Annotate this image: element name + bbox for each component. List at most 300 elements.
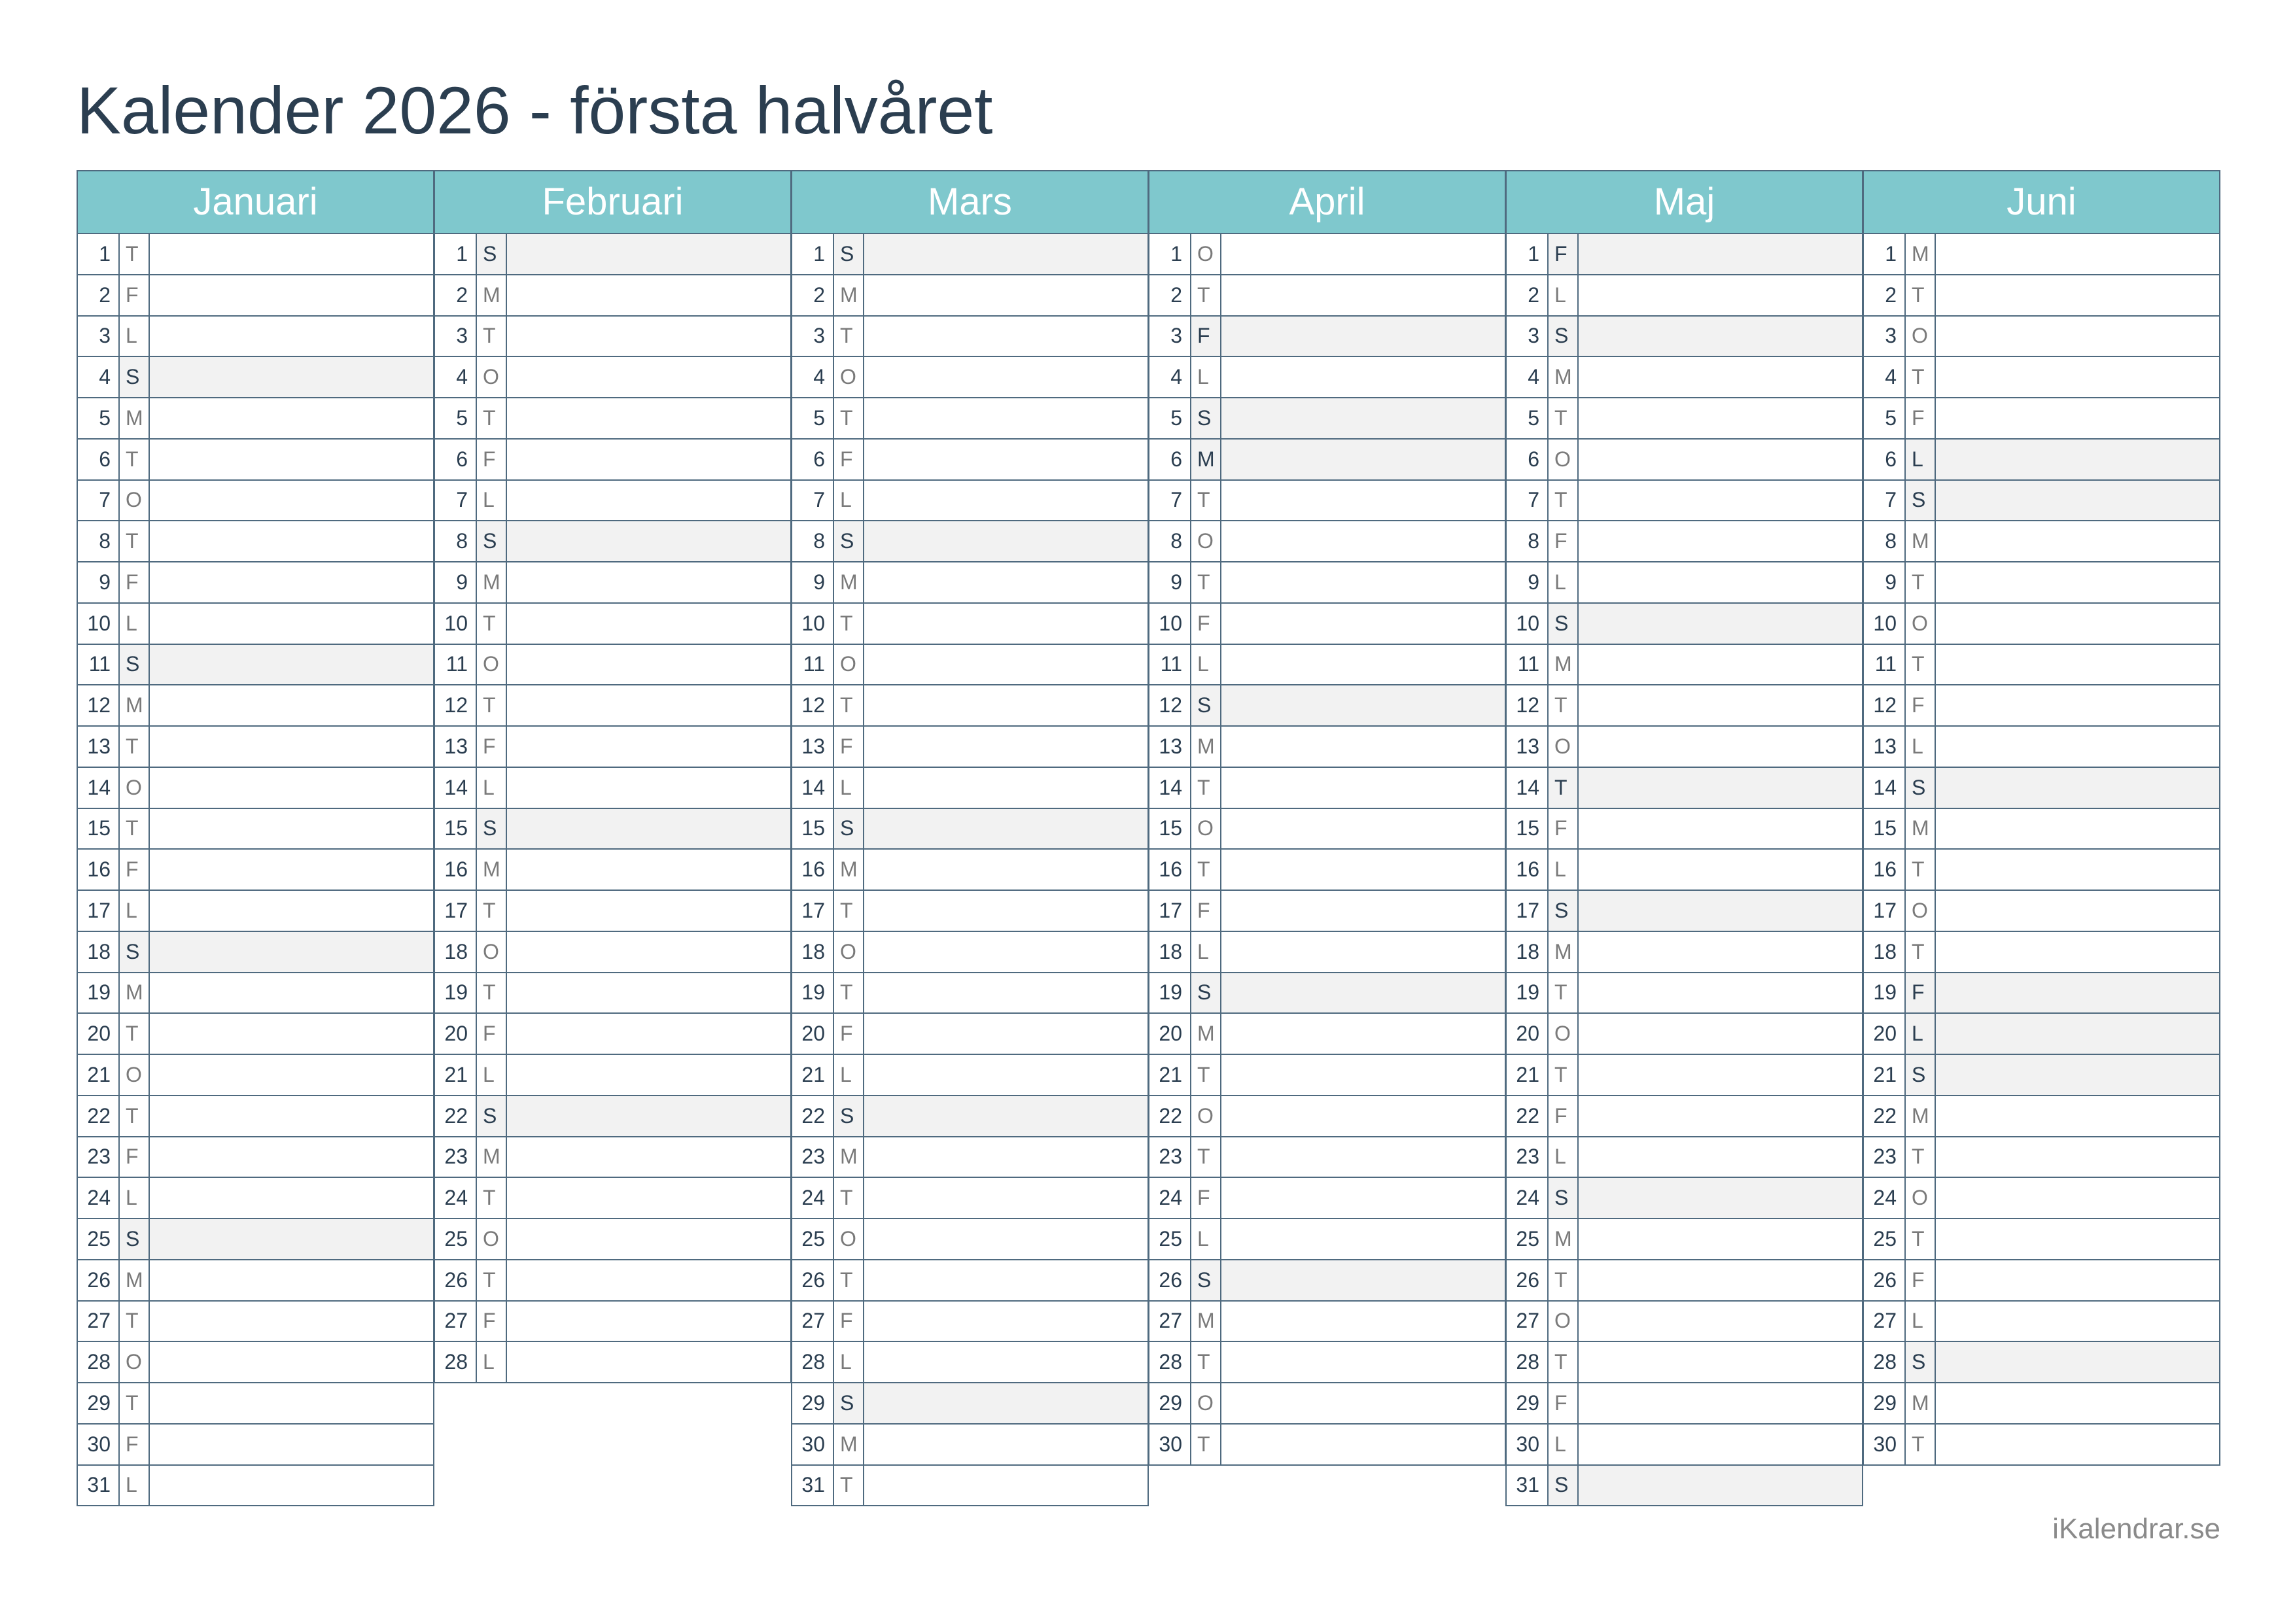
note-cell[interactable] — [1221, 1302, 1505, 1341]
weekday-letter: T — [1191, 768, 1221, 808]
note-cell[interactable] — [150, 275, 433, 315]
day-row — [77, 1096, 434, 1137]
day-number: 21 — [78, 1055, 120, 1095]
day-row — [791, 850, 1149, 891]
note-cell[interactable] — [1936, 1178, 2219, 1218]
note-cell[interactable] — [1936, 685, 2219, 725]
note-cell[interactable] — [1221, 440, 1505, 479]
note-cell[interactable] — [864, 973, 1148, 1013]
note-cell[interactable] — [864, 398, 1148, 438]
note-cell[interactable] — [150, 234, 433, 274]
note-cell[interactable] — [150, 1425, 433, 1464]
note-cell[interactable] — [150, 1014, 433, 1054]
note-cell[interactable] — [1221, 521, 1505, 561]
note-cell[interactable] — [507, 481, 790, 521]
day-number: 14 — [1507, 768, 1549, 808]
note-cell[interactable] — [507, 727, 790, 767]
note-cell[interactable] — [1221, 1096, 1505, 1136]
note-cell[interactable] — [1936, 357, 2219, 397]
day-number: 9 — [792, 562, 834, 602]
day-number: 22 — [1864, 1096, 1906, 1136]
note-cell[interactable] — [864, 1014, 1148, 1054]
note-cell[interactable] — [150, 1096, 433, 1136]
note-cell[interactable] — [150, 685, 433, 725]
note-cell[interactable] — [507, 521, 790, 561]
note-cell[interactable] — [150, 1137, 433, 1177]
note-cell[interactable] — [864, 481, 1148, 521]
day-row — [1148, 1178, 1506, 1219]
day-number: 15 — [435, 809, 477, 849]
day-row — [434, 1137, 792, 1179]
note-cell[interactable] — [1936, 562, 2219, 602]
day-number: 2 — [1149, 275, 1191, 315]
note-cell[interactable] — [1221, 1137, 1505, 1177]
note-cell[interactable] — [1936, 1260, 2219, 1300]
note-cell[interactable] — [1936, 1055, 2219, 1095]
day-number: 11 — [1507, 645, 1549, 685]
weekday-letter: L — [477, 1055, 507, 1095]
note-cell[interactable] — [1579, 850, 1862, 890]
note-cell[interactable] — [1221, 891, 1505, 931]
day-row — [77, 398, 434, 440]
note-cell[interactable] — [1579, 1466, 1862, 1506]
note-cell[interactable] — [1221, 1425, 1505, 1464]
note-cell[interactable] — [150, 768, 433, 808]
note-cell[interactable] — [150, 973, 433, 1013]
note-cell[interactable] — [150, 357, 433, 397]
note-cell[interactable] — [864, 1219, 1148, 1259]
weekday-letter: O — [1191, 234, 1221, 274]
note-cell[interactable] — [1579, 1260, 1862, 1300]
note-cell[interactable] — [1936, 521, 2219, 561]
note-cell[interactable] — [1936, 891, 2219, 931]
day-row — [1505, 1014, 1863, 1055]
day-row — [77, 1219, 434, 1260]
note-cell[interactable] — [1579, 1342, 1862, 1382]
day-number: 13 — [1149, 727, 1191, 767]
note-cell[interactable] — [1936, 850, 2219, 890]
day-row — [1863, 275, 2220, 317]
note-cell[interactable] — [1936, 973, 2219, 1013]
note-cell[interactable] — [507, 1055, 790, 1095]
day-number: 26 — [792, 1260, 834, 1300]
day-row — [1863, 317, 2220, 358]
note-cell[interactable] — [1221, 645, 1505, 685]
day-number: 6 — [1507, 440, 1549, 479]
day-row — [1148, 645, 1506, 686]
note-cell[interactable] — [150, 1219, 433, 1259]
note-cell[interactable] — [1579, 398, 1862, 438]
note-cell[interactable] — [507, 1219, 790, 1259]
day-number: 18 — [78, 932, 120, 972]
day-row — [434, 521, 792, 562]
note-cell[interactable] — [507, 809, 790, 849]
day-row — [77, 1466, 434, 1507]
note-cell[interactable] — [1579, 768, 1862, 808]
note-cell[interactable] — [1936, 809, 2219, 849]
day-row — [77, 973, 434, 1014]
day-number: 27 — [78, 1302, 120, 1341]
day-row — [791, 1466, 1149, 1507]
day-number: 3 — [78, 317, 120, 356]
note-cell[interactable] — [1221, 398, 1505, 438]
weekday-letter: O — [834, 1219, 864, 1259]
note-cell[interactable] — [507, 1137, 790, 1177]
day-number: 2 — [78, 275, 120, 315]
note-cell[interactable] — [1936, 275, 2219, 315]
note-cell[interactable] — [150, 398, 433, 438]
note-cell[interactable] — [150, 1466, 433, 1506]
weekday-letter: T — [1549, 685, 1579, 725]
note-cell[interactable] — [1579, 562, 1862, 602]
note-cell[interactable] — [150, 562, 433, 602]
note-cell[interactable] — [1579, 1014, 1862, 1054]
note-cell[interactable] — [1579, 932, 1862, 972]
note-cell[interactable] — [864, 357, 1148, 397]
note-cell[interactable] — [150, 1178, 433, 1218]
day-row — [1505, 357, 1863, 398]
day-number: 20 — [78, 1014, 120, 1054]
day-row — [1148, 1137, 1506, 1179]
note-cell[interactable] — [1579, 521, 1862, 561]
note-cell[interactable] — [1936, 1096, 2219, 1136]
note-cell[interactable] — [1221, 604, 1505, 644]
note-cell[interactable] — [507, 275, 790, 315]
note-cell[interactable] — [150, 604, 433, 644]
note-cell[interactable] — [507, 1260, 790, 1300]
weekday-letter: T — [1549, 973, 1579, 1013]
day-row — [1148, 1383, 1506, 1425]
day-row — [1863, 1178, 2220, 1219]
note-cell[interactable] — [1579, 234, 1862, 274]
note-cell[interactable] — [1936, 1137, 2219, 1177]
day-row — [1505, 809, 1863, 850]
note-cell[interactable] — [864, 768, 1148, 808]
note-cell[interactable] — [507, 891, 790, 931]
note-cell[interactable] — [864, 1342, 1148, 1382]
day-number: 22 — [435, 1096, 477, 1136]
note-cell[interactable] — [1579, 891, 1862, 931]
note-cell[interactable] — [1579, 973, 1862, 1013]
note-cell[interactable] — [864, 317, 1148, 356]
weekday-letter: T — [1906, 1425, 1936, 1464]
note-cell[interactable] — [507, 1302, 790, 1341]
note-cell[interactable] — [1579, 1137, 1862, 1177]
day-row — [1148, 727, 1506, 768]
note-cell[interactable] — [1579, 1302, 1862, 1341]
day-row — [434, 440, 792, 481]
day-number: 25 — [1149, 1219, 1191, 1259]
note-cell[interactable] — [864, 1302, 1148, 1341]
note-cell[interactable] — [507, 440, 790, 479]
note-cell[interactable] — [1579, 1425, 1862, 1464]
day-number: 2 — [1507, 275, 1549, 315]
note-cell[interactable] — [1579, 440, 1862, 479]
note-cell[interactable] — [1936, 932, 2219, 972]
note-cell[interactable] — [864, 727, 1148, 767]
note-cell[interactable] — [1579, 1096, 1862, 1136]
note-cell[interactable] — [1579, 317, 1862, 356]
note-cell[interactable] — [507, 1178, 790, 1218]
day-number: 24 — [1864, 1178, 1906, 1218]
weekday-letter: L — [1549, 275, 1579, 315]
day-row — [434, 645, 792, 686]
note-cell[interactable] — [150, 1260, 433, 1300]
note-cell[interactable] — [1936, 1219, 2219, 1259]
day-row — [1148, 768, 1506, 809]
day-row — [1505, 1137, 1863, 1179]
day-row — [1863, 440, 2220, 481]
day-number: 28 — [1507, 1342, 1549, 1382]
month-column — [792, 170, 1149, 1506]
note-cell[interactable] — [1221, 1219, 1505, 1259]
note-cell[interactable] — [864, 1383, 1148, 1423]
day-number: 16 — [1864, 850, 1906, 890]
day-number: 5 — [792, 398, 834, 438]
note-cell[interactable] — [1936, 645, 2219, 685]
note-cell[interactable] — [150, 521, 433, 561]
note-cell[interactable] — [150, 727, 433, 767]
note-cell[interactable] — [1936, 1342, 2219, 1382]
day-number: 7 — [792, 481, 834, 521]
note-cell[interactable] — [1221, 1260, 1505, 1300]
note-cell[interactable] — [507, 1342, 790, 1382]
day-row — [1505, 440, 1863, 481]
note-cell[interactable] — [864, 275, 1148, 315]
note-cell[interactable] — [1936, 234, 2219, 274]
note-cell[interactable] — [1579, 481, 1862, 521]
month-name: Mars — [928, 181, 1012, 223]
weekday-letter: L — [1549, 562, 1579, 602]
note-cell[interactable] — [507, 768, 790, 808]
note-cell[interactable] — [150, 850, 433, 890]
day-row — [1505, 1219, 1863, 1260]
month-column — [434, 170, 792, 1506]
note-cell[interactable] — [1579, 1219, 1862, 1259]
note-cell[interactable] — [1221, 1055, 1505, 1095]
note-cell[interactable] — [864, 234, 1148, 274]
day-row — [1863, 398, 2220, 440]
note-cell[interactable] — [864, 1466, 1148, 1506]
note-cell[interactable] — [1221, 481, 1505, 521]
weekday-letter: M — [1906, 1096, 1936, 1136]
note-cell[interactable] — [1221, 932, 1505, 972]
weekday-letter: T — [834, 891, 864, 931]
weekday-letter: S — [1906, 1055, 1936, 1095]
note-cell[interactable] — [864, 604, 1148, 644]
note-cell[interactable] — [864, 891, 1148, 931]
day-row — [1148, 685, 1506, 727]
note-cell[interactable] — [507, 645, 790, 685]
month-name: Februari — [542, 181, 684, 223]
day-row — [791, 1178, 1149, 1219]
day-row — [77, 1178, 434, 1219]
note-cell[interactable] — [1936, 768, 2219, 808]
note-cell[interactable] — [1221, 1342, 1505, 1382]
day-number: 6 — [792, 440, 834, 479]
note-cell[interactable] — [150, 1342, 433, 1382]
note-cell[interactable] — [507, 1014, 790, 1054]
day-number: 9 — [1507, 562, 1549, 602]
note-cell[interactable] — [1936, 1014, 2219, 1054]
day-row — [1863, 1014, 2220, 1055]
note-cell[interactable] — [1579, 1383, 1862, 1423]
note-cell[interactable] — [1221, 768, 1505, 808]
day-number: 24 — [1507, 1178, 1549, 1218]
note-cell[interactable] — [507, 850, 790, 890]
day-number: 29 — [1149, 1383, 1191, 1423]
note-cell[interactable] — [1221, 317, 1505, 356]
note-cell[interactable] — [150, 1302, 433, 1341]
day-row — [1505, 891, 1863, 932]
day-number: 30 — [78, 1425, 120, 1464]
note-cell[interactable] — [150, 645, 433, 685]
day-row — [791, 809, 1149, 850]
day-number: 10 — [1507, 604, 1549, 644]
note-cell[interactable] — [1221, 1014, 1505, 1054]
note-cell[interactable] — [864, 850, 1148, 890]
note-cell[interactable] — [864, 1178, 1148, 1218]
note-cell[interactable] — [1221, 727, 1505, 767]
day-row — [791, 317, 1149, 358]
note-cell[interactable] — [1936, 1425, 2219, 1464]
note-cell[interactable] — [1936, 1302, 2219, 1341]
day-row — [77, 481, 434, 522]
note-cell[interactable] — [507, 604, 790, 644]
weekday-letter: T — [1906, 562, 1936, 602]
note-cell[interactable] — [507, 317, 790, 356]
day-row — [77, 850, 434, 891]
weekday-letter: F — [120, 275, 150, 315]
weekday-letter: L — [477, 1342, 507, 1382]
day-number: 7 — [78, 481, 120, 521]
note-cell[interactable] — [1579, 685, 1862, 725]
note-cell[interactable] — [507, 357, 790, 397]
note-cell[interactable] — [507, 234, 790, 274]
note-cell[interactable] — [864, 645, 1148, 685]
weekday-letter: F — [1906, 398, 1936, 438]
note-cell[interactable] — [1579, 1178, 1862, 1218]
note-cell[interactable] — [507, 973, 790, 1013]
note-cell[interactable] — [1579, 275, 1862, 315]
note-cell[interactable] — [864, 685, 1148, 725]
note-cell[interactable] — [1221, 809, 1505, 849]
note-cell[interactable] — [864, 1096, 1148, 1136]
note-cell[interactable] — [1579, 357, 1862, 397]
weekday-letter: O — [477, 357, 507, 397]
day-number: 19 — [435, 973, 477, 1013]
day-row — [434, 1014, 792, 1055]
note-cell[interactable] — [507, 1096, 790, 1136]
note-cell[interactable] — [1579, 604, 1862, 644]
note-cell[interactable] — [1936, 604, 2219, 644]
note-cell[interactable] — [1221, 275, 1505, 315]
note-cell[interactable] — [864, 1425, 1148, 1464]
day-row — [77, 1055, 434, 1096]
weekday-letter: O — [834, 645, 864, 685]
note-cell[interactable] — [150, 440, 433, 479]
note-cell[interactable] — [150, 317, 433, 356]
note-cell[interactable] — [1221, 1383, 1505, 1423]
note-cell[interactable] — [1221, 1178, 1505, 1218]
weekday-letter: M — [1549, 645, 1579, 685]
day-number: 9 — [1864, 562, 1906, 602]
day-number: 22 — [792, 1096, 834, 1136]
note-cell[interactable] — [1936, 440, 2219, 479]
note-cell[interactable] — [1936, 481, 2219, 521]
note-cell[interactable] — [864, 1055, 1148, 1095]
note-cell[interactable] — [1936, 398, 2219, 438]
note-cell[interactable] — [1221, 685, 1505, 725]
note-cell[interactable] — [1221, 850, 1505, 890]
day-number: 29 — [1507, 1383, 1549, 1423]
weekday-letter: S — [1549, 891, 1579, 931]
note-cell[interactable] — [150, 809, 433, 849]
note-cell[interactable] — [864, 1260, 1148, 1300]
note-cell[interactable] — [507, 562, 790, 602]
day-row — [1863, 1383, 2220, 1425]
weekday-letter: T — [1906, 932, 1936, 972]
note-cell[interactable] — [1936, 1383, 2219, 1423]
note-cell[interactable] — [1579, 727, 1862, 767]
note-cell[interactable] — [864, 440, 1148, 479]
note-cell[interactable] — [1936, 727, 2219, 767]
day-number: 3 — [792, 317, 834, 356]
day-row — [434, 317, 792, 358]
day-row — [791, 891, 1149, 932]
note-cell[interactable] — [507, 685, 790, 725]
note-cell[interactable] — [150, 1383, 433, 1423]
note-cell[interactable] — [150, 932, 433, 972]
day-row — [434, 685, 792, 727]
day-number: 1 — [1507, 234, 1549, 274]
note-cell[interactable] — [1579, 645, 1862, 685]
day-number: 9 — [1149, 562, 1191, 602]
note-cell[interactable] — [1221, 973, 1505, 1013]
note-cell[interactable] — [864, 932, 1148, 972]
note-cell[interactable] — [1221, 562, 1505, 602]
weekday-letter: T — [1906, 850, 1936, 890]
weekday-letter: L — [120, 1466, 150, 1506]
note-cell[interactable] — [150, 481, 433, 521]
note-cell[interactable] — [864, 521, 1148, 561]
day-number: 15 — [78, 809, 120, 849]
weekday-letter: M — [834, 1425, 864, 1464]
note-cell[interactable] — [1579, 1055, 1862, 1095]
note-cell[interactable] — [507, 398, 790, 438]
day-number: 16 — [78, 850, 120, 890]
note-cell[interactable] — [864, 562, 1148, 602]
day-number: 21 — [792, 1055, 834, 1095]
day-number: 6 — [78, 440, 120, 479]
weekday-letter: F — [477, 1014, 507, 1054]
note-cell[interactable] — [864, 809, 1148, 849]
note-cell[interactable] — [150, 891, 433, 931]
day-row — [77, 1014, 434, 1055]
note-cell[interactable] — [864, 1137, 1148, 1177]
day-number: 21 — [1864, 1055, 1906, 1095]
note-cell[interactable] — [150, 1055, 433, 1095]
note-cell[interactable] — [1221, 234, 1505, 274]
weekday-letter: T — [1906, 1219, 1936, 1259]
note-cell[interactable] — [1936, 317, 2219, 356]
weekday-letter: F — [120, 1425, 150, 1464]
note-cell[interactable] — [507, 932, 790, 972]
note-cell[interactable] — [1221, 357, 1505, 397]
day-number: 11 — [1864, 645, 1906, 685]
note-cell[interactable] — [1579, 809, 1862, 849]
day-number: 31 — [78, 1466, 120, 1506]
